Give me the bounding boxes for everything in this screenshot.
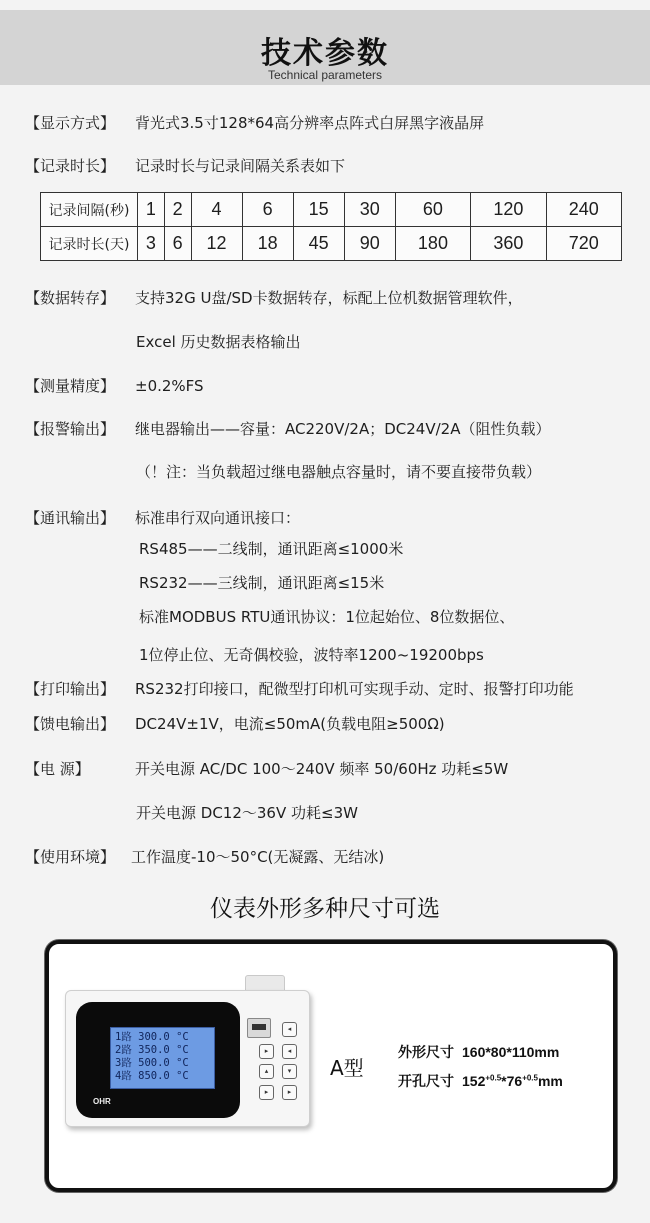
cutout-b-tol: +0.5 bbox=[522, 1073, 538, 1083]
spec-power bbox=[25, 758, 508, 779]
spec-comm bbox=[25, 507, 300, 528]
spec-print bbox=[25, 678, 574, 699]
sizes-title: 仪表外形多种尺寸可选 bbox=[210, 896, 440, 922]
table-cell: 30 bbox=[344, 193, 395, 227]
table-cell: 15 bbox=[293, 193, 344, 227]
spec-alarm bbox=[25, 418, 550, 439]
table-cell: 60 bbox=[395, 193, 470, 227]
spec-env bbox=[25, 846, 384, 867]
device-brand: OHR bbox=[93, 1097, 111, 1106]
spec-value: DC24V±1V，电流≤50mA(负载电阻≥500Ω) bbox=[135, 715, 445, 733]
spec-value-cont: RS485——二线制，通讯距离≤1000米 bbox=[139, 540, 404, 558]
table-cell: 120 bbox=[471, 193, 546, 227]
table-cell: 720 bbox=[546, 227, 621, 261]
spec-value: 工作温度-10～50°C(无凝露、无结冰) bbox=[131, 848, 385, 866]
model-label: A型 bbox=[330, 1056, 364, 1080]
spec-accuracy bbox=[25, 375, 204, 396]
header-banner bbox=[0, 10, 650, 85]
device-lcd bbox=[110, 1027, 215, 1089]
key-icon: ▴ bbox=[259, 1064, 274, 1079]
outer-size bbox=[398, 1042, 559, 1062]
usb-port-icon bbox=[247, 1018, 271, 1038]
lcd-line: 3路 500.0 °C bbox=[115, 1057, 189, 1069]
spec-transfer bbox=[25, 287, 523, 308]
cutout-sep: * bbox=[501, 1073, 507, 1089]
cutout-a-tol: +0.5 bbox=[485, 1073, 502, 1083]
key-icon: ▸ bbox=[259, 1085, 274, 1100]
key-icon: ◂ bbox=[282, 1022, 297, 1037]
page-title: 技术参数 bbox=[261, 36, 389, 71]
cutout-unit: mm bbox=[537, 1073, 563, 1089]
table-header-cell: 记录间隔(秒) bbox=[41, 193, 138, 227]
spec-label: 【通讯输出】 bbox=[25, 509, 116, 527]
spec-value-cont: RS232——三线制，通讯距离≤15米 bbox=[139, 574, 385, 592]
lcd-line: 1路 300.0 °C bbox=[115, 1031, 189, 1043]
table-cell: 3 bbox=[138, 227, 165, 261]
spec-value-cont: 标准MODBUS RTU通讯协议：1位起始位、8位数据位、 bbox=[139, 608, 515, 626]
spec-value-cont: （！注：当负载超过继电器触点容量时，请不要直接带负载） bbox=[136, 463, 542, 481]
spec-value-cont: 开关电源 DC12～36V 功耗≤3W bbox=[136, 804, 358, 822]
table-cell: 240 bbox=[546, 193, 621, 227]
key-icon: ▸ bbox=[259, 1044, 274, 1059]
spec-record bbox=[25, 155, 345, 176]
table-cell: 360 bbox=[471, 227, 546, 261]
spec-label: 【显示方式】 bbox=[25, 114, 116, 132]
table-cell: 180 bbox=[395, 227, 470, 261]
table-cell: 6 bbox=[164, 227, 191, 261]
table-cell: 45 bbox=[293, 227, 344, 261]
cutout-a: 152 bbox=[462, 1073, 486, 1089]
table-cell: 18 bbox=[242, 227, 293, 261]
table-cell: 1 bbox=[138, 193, 165, 227]
table-row bbox=[41, 227, 622, 261]
spec-value: ±0.2%FS bbox=[135, 377, 204, 395]
spec-display bbox=[25, 112, 484, 133]
page-subtitle: Technical parameters bbox=[267, 68, 383, 82]
lcd-line: 2路 350.0 °C bbox=[115, 1044, 189, 1056]
spec-value: 继电器输出——容量：AC220V/2A；DC24V/2A（阻性负载） bbox=[135, 420, 551, 438]
spec-value: 记录时长与记录间隔关系表如下 bbox=[135, 157, 346, 175]
spec-value: 开关电源 AC/DC 100～240V 频率 50/60Hz 功耗≤5W bbox=[135, 760, 509, 778]
spec-label: 【电 源】 bbox=[25, 760, 90, 778]
table-cell: 12 bbox=[191, 227, 242, 261]
cutout-size bbox=[398, 1071, 563, 1091]
key-icon: ▸ bbox=[282, 1085, 297, 1100]
spec-label: 【打印输出】 bbox=[25, 680, 116, 698]
lcd-line: 4路 850.0 °C bbox=[115, 1070, 189, 1082]
table-cell: 6 bbox=[242, 193, 293, 227]
table-cell: 2 bbox=[164, 193, 191, 227]
spec-value: 背光式3.5寸128*64高分辨率点阵式白屏黑字液晶屏 bbox=[135, 114, 485, 132]
key-icon: ◂ bbox=[282, 1044, 297, 1059]
spec-feed bbox=[25, 713, 445, 734]
outer-size-value: 160*80*110mm bbox=[462, 1044, 560, 1060]
spec-label: 【使用环境】 bbox=[25, 848, 116, 866]
spec-value-cont: Excel 历史数据表格输出 bbox=[136, 333, 301, 351]
cutout-size-label: 开孔尺寸 bbox=[398, 1074, 454, 1090]
record-table bbox=[40, 192, 622, 261]
table-cell: 90 bbox=[344, 227, 395, 261]
outer-size-label: 外形尺寸 bbox=[398, 1045, 454, 1061]
spec-label: 【测量精度】 bbox=[25, 377, 116, 395]
spec-label: 【数据转存】 bbox=[25, 289, 116, 307]
spec-value: 支持32G U盘/SD卡数据转存，标配上位机数据管理软件， bbox=[135, 289, 523, 307]
key-icon: ▾ bbox=[282, 1064, 297, 1079]
spec-value-cont: 1位停止位、无奇偶校验，波特率1200~19200bps bbox=[139, 646, 484, 664]
table-header-cell: 记录时长(天) bbox=[41, 227, 138, 261]
spec-label: 【馈电输出】 bbox=[25, 715, 116, 733]
table-cell: 4 bbox=[191, 193, 242, 227]
spec-value: 标准串行双向通讯接口： bbox=[135, 509, 301, 527]
spec-label: 【记录时长】 bbox=[25, 157, 116, 175]
table-row bbox=[41, 193, 622, 227]
spec-label: 【报警输出】 bbox=[25, 420, 116, 438]
cutout-b: 76 bbox=[506, 1073, 523, 1089]
spec-value: RS232打印接口，配微型打印机可实现手动、定时、报警打印功能 bbox=[135, 680, 574, 698]
